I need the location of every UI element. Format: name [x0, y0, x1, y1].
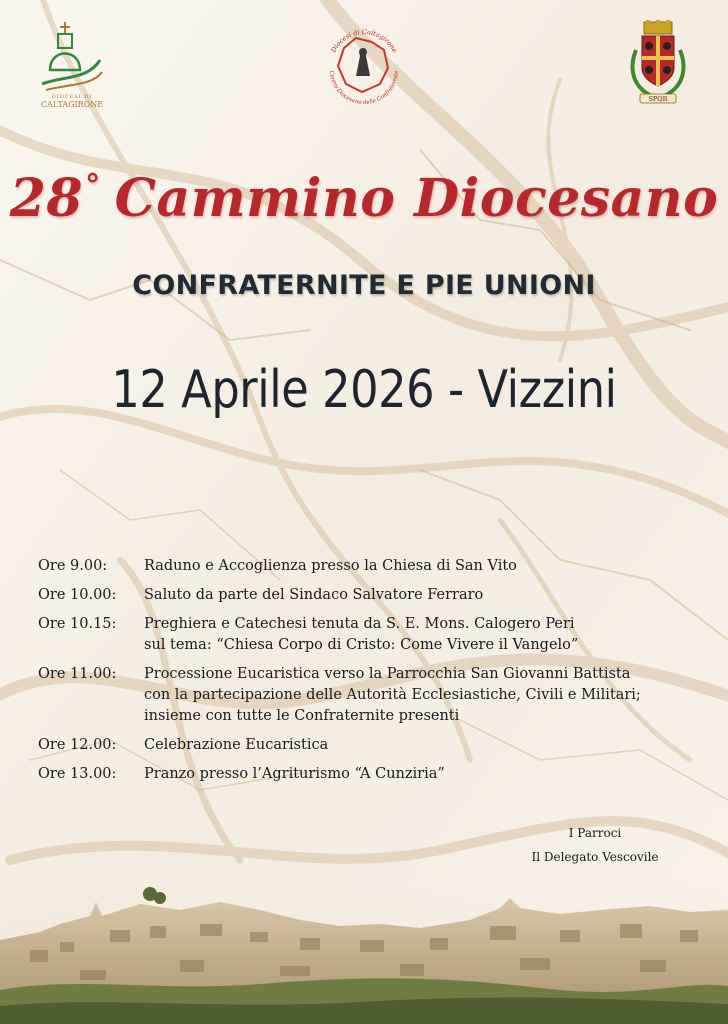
diocese-logo — [38, 20, 106, 110]
event-title — [0, 168, 728, 229]
diocese-logo-caption-bottom: CALTAGIRONE — [40, 100, 104, 109]
schedule-item — [38, 764, 698, 785]
schedule-description: Preghiera e Catechesi tenuta da S. E. Mons. Calogero Peri sul tema: “Chiesa Corpo di Cristo: Come Vivere il Vangelo” — [144, 616, 579, 653]
schedule-time: Ore 11.00: — [38, 666, 117, 682]
diocese-map-seal-icon — [322, 20, 406, 110]
schedule-item — [38, 585, 698, 606]
program-schedule — [38, 556, 698, 793]
schedule-description: Celebrazione Eucaristica — [144, 737, 329, 753]
schedule-description: Processione Eucaristica verso la Parrocchia San Giovanni Battista con la partecipazione delle Autorità Ecclesiastiche, Civili e Militari; insieme con tutte le Confraternite presenti — [144, 666, 641, 724]
schedule-time: Ore 10.00: — [38, 587, 117, 603]
event-date-location: 12 Aprile 2026 - Vizzini — [111, 360, 617, 420]
confraternity-seal — [322, 20, 406, 110]
schedule-item — [38, 614, 698, 656]
signature-block — [500, 821, 690, 869]
signature-line-delegato: Il Delegato Vescovile — [531, 850, 659, 864]
seal-arc-bottom-text: Centro Diocesano delle Confraternite — [327, 70, 401, 107]
schedule-description: Pranzo presso l’Agriturismo “A Cunziria” — [144, 766, 445, 782]
schedule-item — [38, 664, 698, 727]
schedule-time: Ore 10.15: — [38, 616, 117, 632]
edition-number: 28 — [9, 168, 84, 229]
municipal-crest — [622, 20, 694, 114]
schedule-description: Saluto da parte del Sindaco Salvatore Ferraro — [144, 587, 484, 603]
crest-motto: SPQR — [648, 95, 668, 103]
church-dome-icon — [38, 20, 106, 92]
signature-line-parroci: I Parroci — [568, 826, 622, 840]
seal-arc-top-text: Diocesi di Caltagirone — [329, 27, 399, 54]
schedule-time: Ore 12.00: — [38, 737, 117, 753]
schedule-time: Ore 13.00: — [38, 766, 117, 782]
degree-symbol: ° — [85, 168, 101, 203]
municipal-coat-of-arms-icon — [622, 20, 694, 114]
diocese-logo-caption-top: DIOCESI DI — [51, 94, 93, 100]
schedule-item — [38, 735, 698, 756]
schedule-time: Ore 9.00: — [38, 558, 108, 574]
schedule-item — [38, 556, 698, 577]
event-subtitle: CONFRATERNITE E PIE UNIONI — [132, 270, 596, 301]
event-title-text: Cammino Diocesano — [114, 168, 719, 229]
town-panorama-illustration — [0, 880, 728, 1024]
schedule-description: Raduno e Accoglienza presso la Chiesa di San Vito — [144, 558, 517, 574]
